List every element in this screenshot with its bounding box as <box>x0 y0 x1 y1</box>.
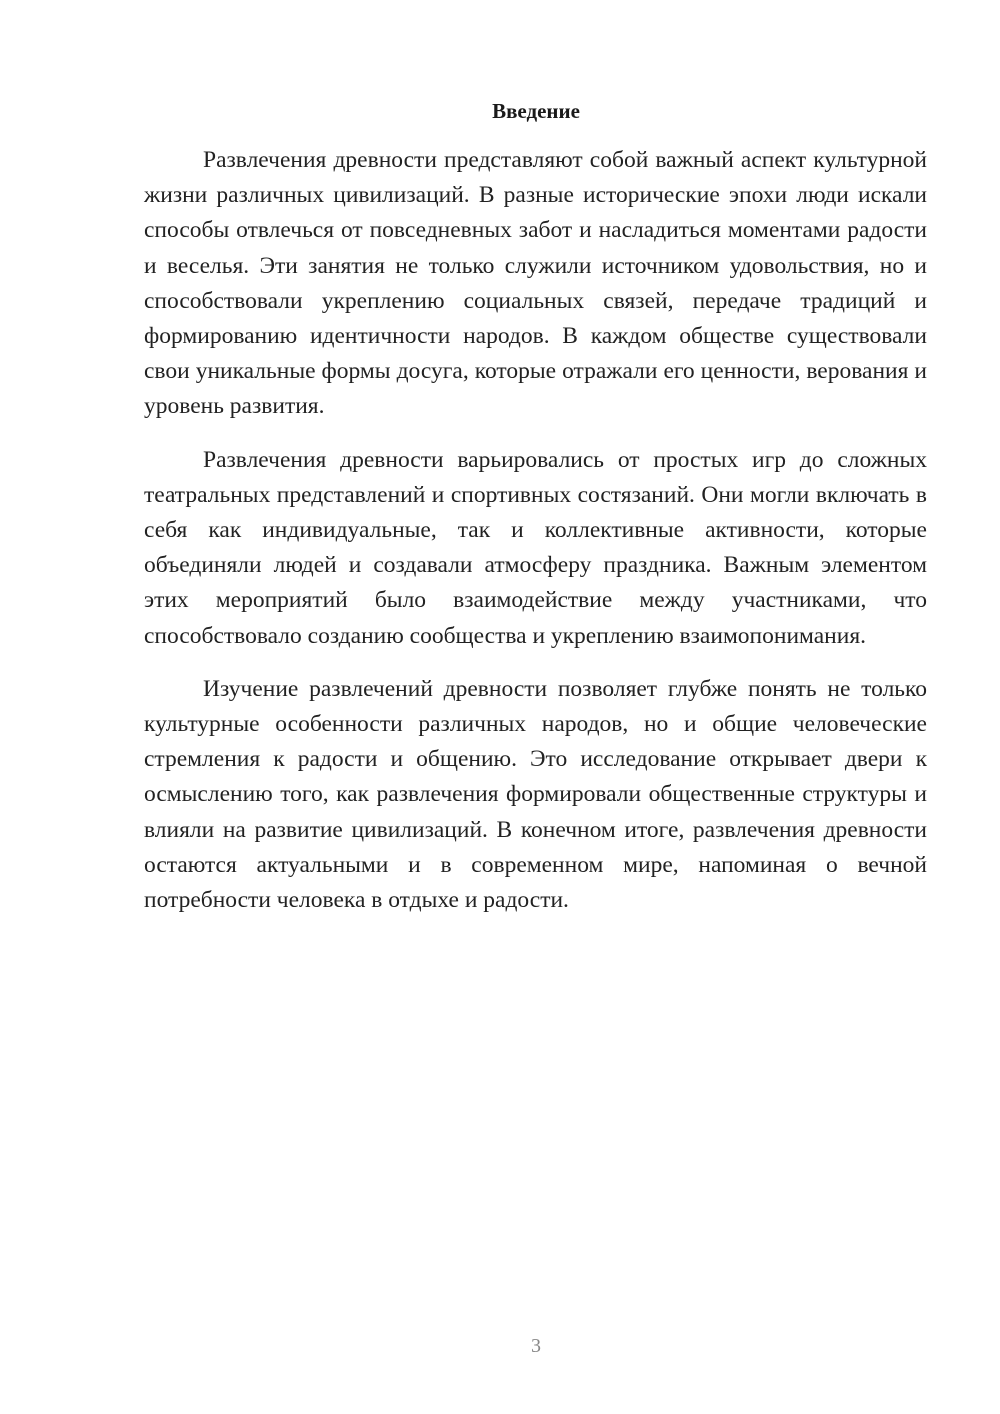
paragraph-3: Изучение развлечений древности позволяет глубже понять не только культурные особенности различных народов, но и общие человеческие стремления к радости и общению. Это исследование открывает двери к осмыслению того, как развлечения формировали общественные структуры и влияли на развитие цивилизаций. В конечном итоге, развлечения древности остаются актуальными и в современном мире, напоминая о вечной потребности человека в отдыхе и радости. <box>144 675 927 914</box>
paragraph-1: Развлечения древности представляют собой важный аспект культурной жизни различных цивилизаций. В разные исторические эпохи люди искали способы отвлечься от повседневных забот и насладиться моментами радости и веселья. Эти занятия не только служили источником удовольствия, но и способствовали укреплению социальных связей, передаче традиций и формированию идентичности народов. В каждом обществе существовали свои уникальные формы досуга, которые отражали его ценности, верования и уровень развития. <box>144 147 927 420</box>
page-number: 3 <box>531 1335 541 1357</box>
section-title: Введение <box>492 99 580 123</box>
body-text <box>144 143 927 936</box>
paragraph-2: Развлечения древности варьировались от простых игр до сложных театральных представлений и спортивных состязаний. Они могли включать в себя как индивидуальные, так и коллективные активности, которые объединяли людей и создавали атмосферу праздника. Важным элементом этих мероприятий было взаимодействие между участниками, что способствовало созданию сообщества и укреплению взаимопонимания. <box>144 446 927 649</box>
